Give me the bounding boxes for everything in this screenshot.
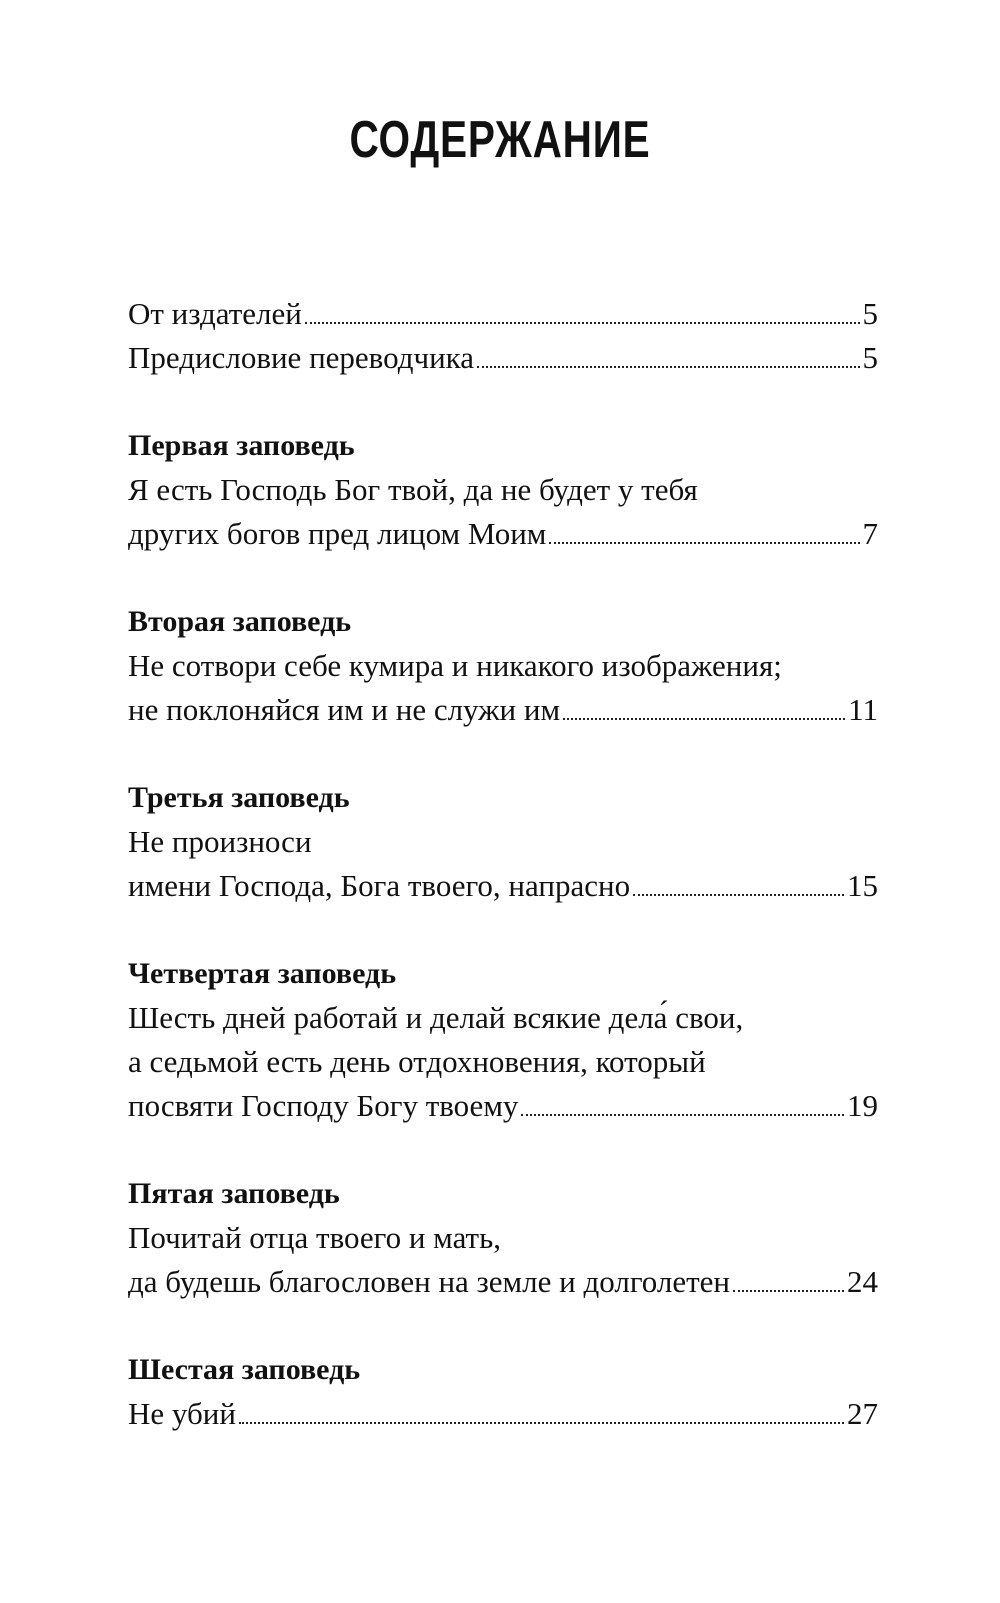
- section-text-line: Не произноси: [128, 824, 312, 859]
- toc-page-number: 24: [847, 1264, 878, 1299]
- section-heading: Четвертая заповедь: [128, 957, 397, 990]
- section-heading: Третья заповедь: [128, 781, 350, 814]
- toc-entry-label: других богов пред лицом Моим: [128, 516, 547, 551]
- toc-page-number: 15: [847, 868, 878, 903]
- toc-section-fifth-commandment: [128, 1172, 878, 1304]
- dot-leader: [549, 541, 859, 544]
- dot-leader: [477, 365, 859, 368]
- section-text-line: Я есть Господь Бог твой, да не будет у тебя: [128, 472, 698, 507]
- toc-section-first-commandment: [128, 424, 878, 556]
- toc-section-second-commandment: [128, 600, 878, 732]
- section-text-line: Не сотвори себе кумира и никакого изображения;: [128, 648, 782, 683]
- dot-leader: [563, 717, 845, 720]
- dot-leader: [521, 1113, 844, 1116]
- section-heading: Вторая заповедь: [128, 605, 352, 638]
- toc-entry-label: не поклоняйся им и не служи им: [128, 692, 561, 727]
- section-heading: Первая заповедь: [128, 429, 355, 462]
- toc-page-number: 19: [847, 1088, 878, 1123]
- toc-entry-label: От издателей: [128, 296, 302, 331]
- toc-entry-label: имени Господа, Бога твоего, напрасно: [128, 868, 631, 903]
- section-heading: Шестая заповедь: [128, 1353, 361, 1386]
- toc-entry[interactable]: [128, 1084, 878, 1128]
- toc-entry[interactable]: [128, 1260, 878, 1304]
- toc-entry-label: Не убий: [128, 1396, 236, 1431]
- dot-leader: [305, 321, 860, 324]
- toc-page-number: 5: [862, 340, 878, 375]
- dot-leader: [633, 893, 844, 896]
- toc-entry-label: да будешь благословен на земле и долголетен: [128, 1264, 730, 1299]
- toc-entry[interactable]: [128, 336, 878, 380]
- section-heading: Пятая заповедь: [128, 1177, 340, 1210]
- toc-entry[interactable]: [128, 688, 878, 732]
- table-of-contents: [128, 292, 878, 1480]
- section-text-line: а седьмой есть день отдохновения, который: [128, 1044, 706, 1079]
- toc-section-sixth-commandment: [128, 1348, 878, 1436]
- dot-leader: [239, 1421, 844, 1424]
- toc-page-number: 27: [847, 1396, 878, 1431]
- toc-entry[interactable]: [128, 1392, 878, 1436]
- toc-page-number: 11: [848, 692, 878, 727]
- dot-leader: [733, 1289, 844, 1292]
- section-text-line: Шесть дней работай и делай всякие дела́ свои,: [128, 1000, 744, 1035]
- toc-section-fourth-commandment: [128, 952, 878, 1128]
- section-text-line: Почитай отца твоего и мать,: [128, 1220, 501, 1255]
- toc-entry-label: Предисловие переводчика: [128, 340, 475, 375]
- page-title: СОДЕРЖАНИЕ: [349, 111, 651, 169]
- toc-entry[interactable]: [128, 292, 878, 336]
- toc-section-third-commandment: [128, 776, 878, 908]
- toc-entry[interactable]: [128, 864, 878, 908]
- toc-intro-group: [128, 292, 878, 380]
- toc-entry-label: посвяти Господу Богу твоему: [128, 1088, 519, 1123]
- toc-entry[interactable]: [128, 512, 878, 556]
- toc-page-number: 7: [862, 516, 878, 551]
- toc-page-number: 5: [862, 296, 878, 331]
